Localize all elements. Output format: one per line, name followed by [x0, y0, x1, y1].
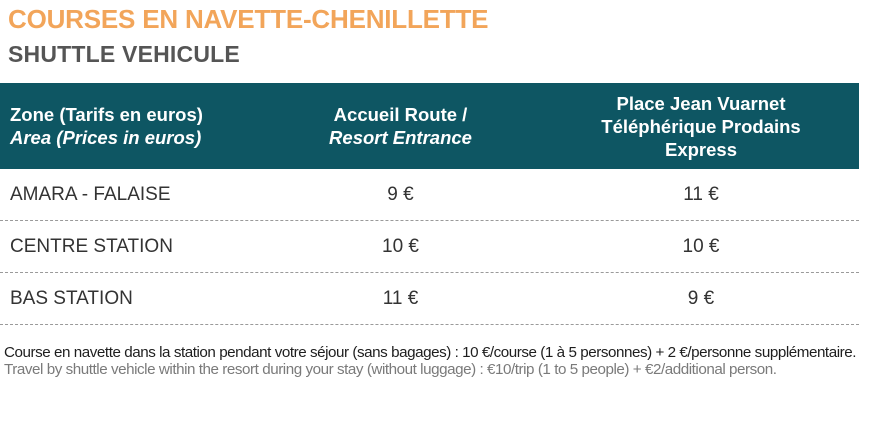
header-col-a-fr: Accueil Route /: [333, 104, 468, 125]
note-english: Travel by shuttle vehicle within the resort during your stay (without luggage) : €10/trip (1 to 5 people) + €2/additional person.: [4, 361, 777, 378]
header-zone-fr: Zone (Tarifs en euros): [10, 104, 203, 125]
pricing-notes: [4, 344, 864, 378]
row-price-resort-entrance: 10 €: [382, 235, 419, 257]
header-place-jean-vuarnet: [543, 92, 859, 161]
header-col-b-line1: Place Jean Vuarnet: [616, 92, 786, 114]
row-zone: CENTRE STATION: [10, 235, 173, 257]
header-zone-en: Area (Prices in euros): [10, 127, 202, 148]
price-table: [0, 83, 859, 325]
note-french: Course en navette dans la station pendant votre séjour (sans bagages) : 10 €/course (1 à 5 personnes) + 2 €/personne supplémentaire.: [4, 344, 856, 361]
row-zone: BAS STATION: [10, 287, 133, 309]
row-price-jean-vuarnet: 9 €: [687, 287, 715, 309]
row-zone: AMARA - FALAISE: [10, 183, 171, 205]
table-row: [0, 169, 859, 221]
table-header: [0, 83, 859, 169]
row-price-resort-entrance: 11 €: [382, 287, 419, 309]
header-col-b-line2: Téléphérique Prodains: [601, 115, 801, 137]
header-zone: [0, 103, 258, 149]
page-title: COURSES EN NAVETTE-CHENILLETTE: [8, 4, 489, 34]
table-row: [0, 273, 859, 325]
header-col-a-en: Resort Entrance: [329, 127, 472, 148]
table-row: [0, 221, 859, 273]
row-price-resort-entrance: 9 €: [387, 183, 414, 205]
header-col-b-line3: Express: [665, 138, 737, 160]
header-resort-entrance: [258, 103, 543, 149]
page-subtitle: SHUTTLE VEHICULE: [8, 41, 240, 67]
row-price-jean-vuarnet: 11 €: [683, 183, 719, 205]
row-price-jean-vuarnet: 10 €: [682, 235, 720, 257]
